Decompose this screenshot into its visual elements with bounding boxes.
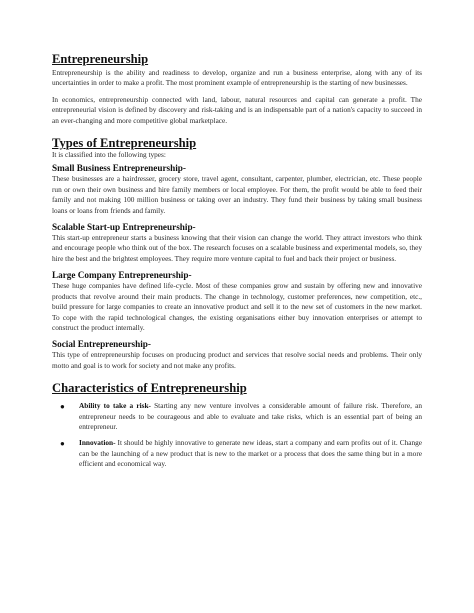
type-text-social: This type of entrepreneurship focuses on producing product and services that resolve social needs and problems. Their only motto and goal is to work for society and not make any profits. bbox=[52, 350, 422, 370]
bullet-icon: ● bbox=[60, 402, 65, 412]
characteristics-list bbox=[52, 401, 422, 469]
characteristic-text: Starting any new venture involves a considerable amount of failure risk. Therefore, an entrepreneur needs to be courageous and able to evaluate and take risks, which is an essential part of being an entrepreneur. bbox=[79, 401, 422, 431]
list-item bbox=[52, 438, 422, 469]
list-item bbox=[52, 401, 422, 432]
type-text-large-company: These huge companies have defined life-cycle. Most of these companies grow and sustain by offering new and innovative products that revolve around their main products. The change in technology, customer preferences, new competition, etc., build pressure for large companies to create an innovative product and sell it to the new set of customers in the new market. To cope with the rapid technological changes, the existing organisations either buy innovation enterprises or attempt to construct the product internally. bbox=[52, 281, 422, 332]
types-intro: It is classified into the following types: bbox=[52, 150, 166, 160]
characteristic-lead: Innovation- bbox=[79, 438, 116, 448]
type-text-scalable-startup: This start-up entrepreneur starts a business knowing that their vision can change the world. They attract investors who think and encourage people who think out of the box. The research focuses on a scalable business and experimental models, so, they hire the best and the brightest employees. They require more venture capital to fuel and back their project or business. bbox=[52, 233, 422, 263]
type-heading-scalable-startup: Scalable Start-up Entrepreneurship- bbox=[52, 222, 196, 233]
characteristic-text: It should be highly innovative to generate new ideas, start a company and earn profits out of it. Change can be the launching of a new product that is new to the market or a process that does the same thing but in a more efficient and economical way. bbox=[79, 438, 422, 469]
bullet-icon: ● bbox=[60, 439, 65, 449]
intro-paragraph: Entrepreneurship is the ability and readiness to develop, organize and run a business enterprise, along with any of its uncertainties in order to make a profit. The most prominent example of entrepreneurship is the starting of new businesses. bbox=[52, 68, 422, 88]
type-heading-small-business: Small Business Entrepreneurship- bbox=[52, 163, 186, 174]
types-heading: Types of Entrepreneurship bbox=[52, 136, 197, 151]
type-heading-large-company: Large Company Entrepreneurship- bbox=[52, 270, 192, 281]
type-heading-social: Social Entrepreneurship- bbox=[52, 339, 151, 350]
intro-paragraph: In economics, entrepreneurship connected with land, labour, natural resources and capital can generate a profit. The entrepreneurial vision is defined by discovery and risk-taking and is an indispensable part of a nation's capacity to succeed in an ever-changing and more competitive global marketplace. bbox=[52, 94, 422, 125]
document-title: Entrepreneurship bbox=[52, 52, 149, 66]
type-text-small-business: These businesses are a hairdresser, grocery store, travel agent, consultant, carpenter, plumber, electrician, etc. These people run or own their own business and hire family members or local employee. For them, the profit would be able to feed their family and not making 100 million business or taking over an industry. They fund their business by taking small business loans or loans from friends and family. bbox=[52, 174, 422, 215]
document-content bbox=[52, 52, 422, 470]
characteristics-heading: Characteristics of Entrepreneurship bbox=[52, 381, 247, 396]
characteristic-lead: Ability to take a risk- bbox=[79, 401, 151, 411]
